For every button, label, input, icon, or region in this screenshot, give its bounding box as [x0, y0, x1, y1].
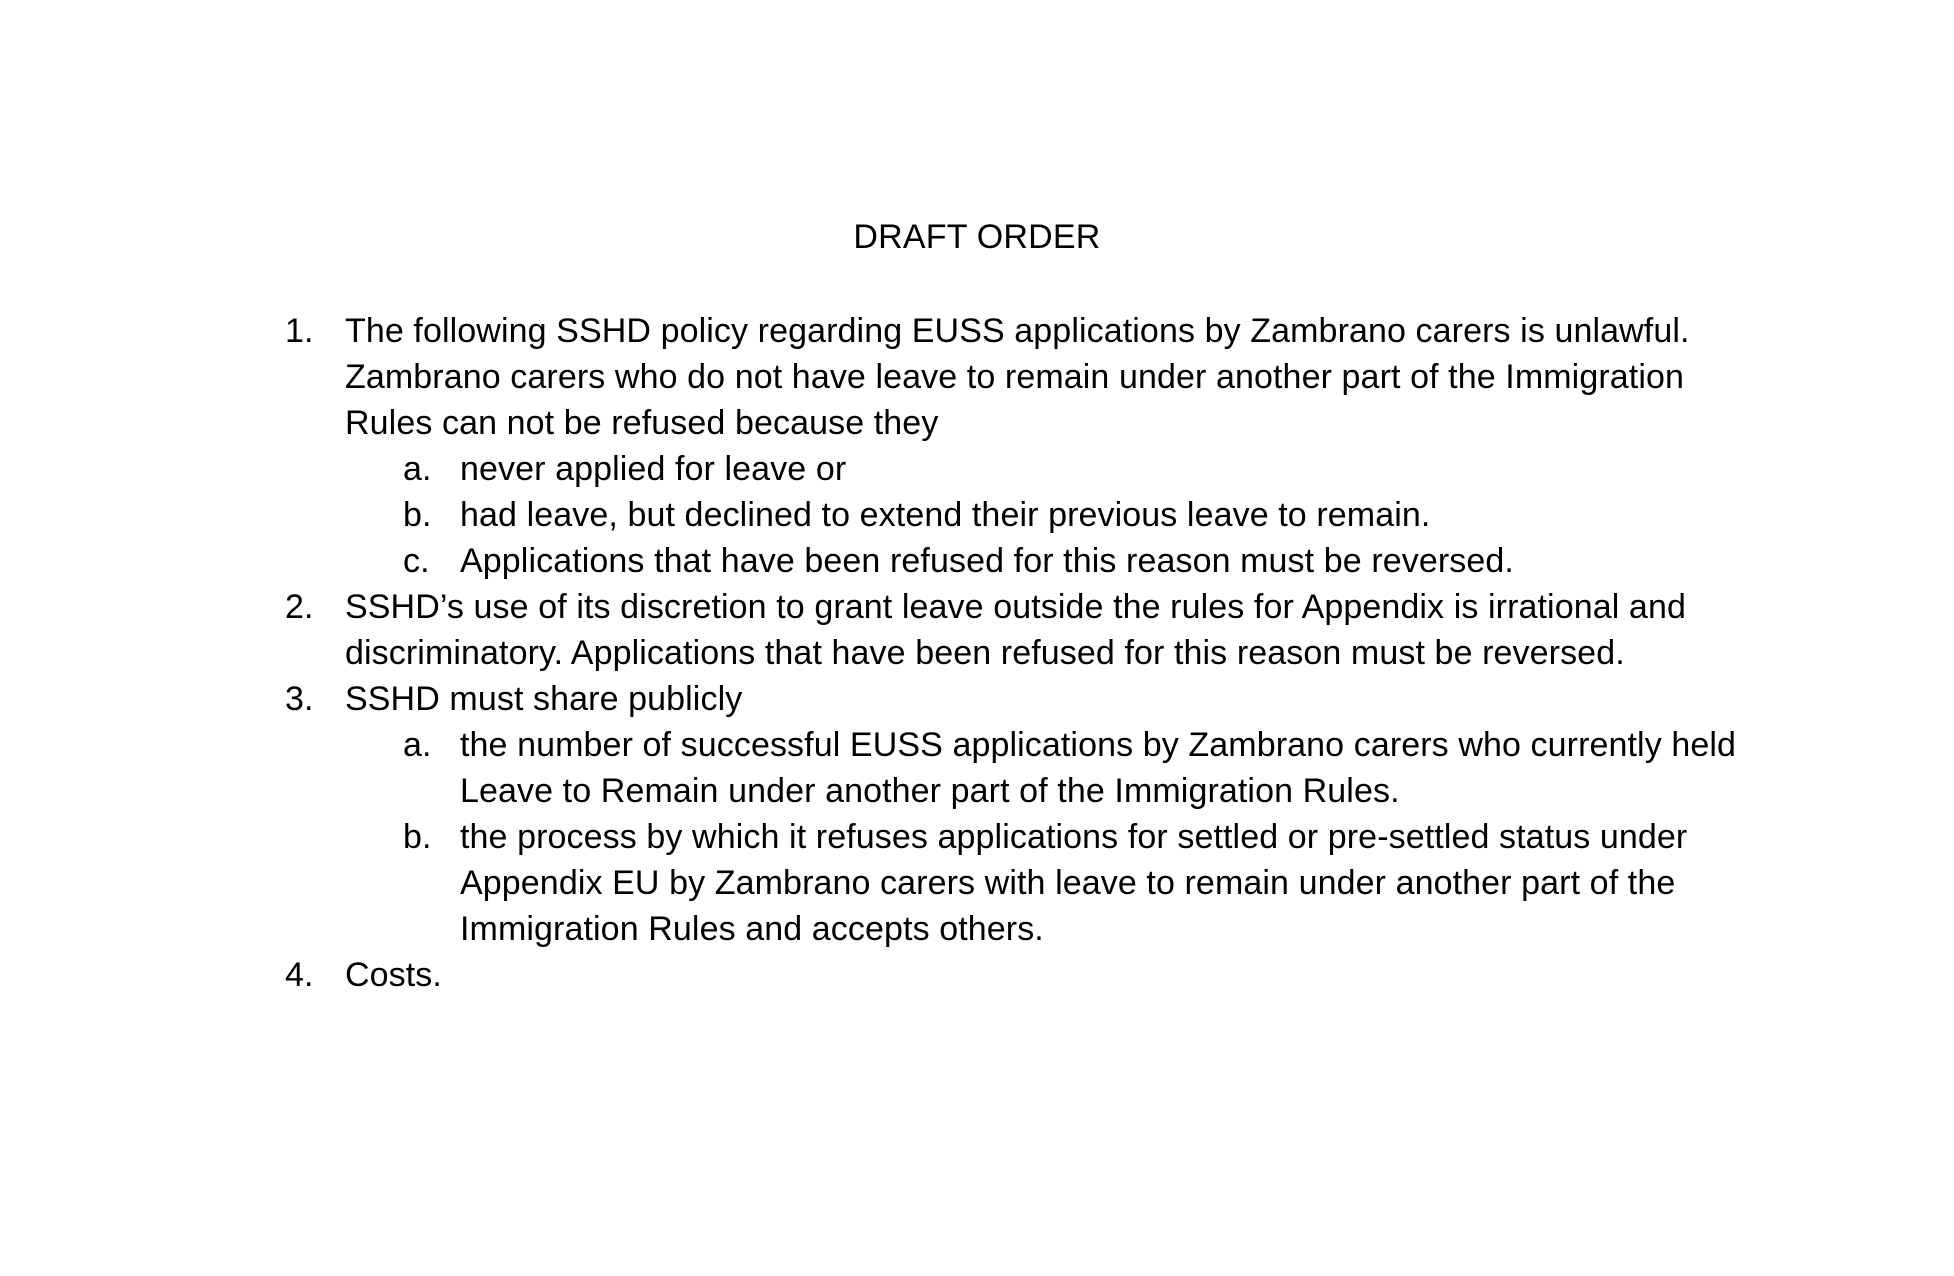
list-item-1 — [270, 308, 1750, 446]
sub-item-1a — [270, 446, 1750, 492]
list-item-2 — [270, 584, 1750, 676]
page-title: DRAFT ORDER — [853, 218, 1101, 256]
sub-item-text: the process by which it refuses applications for settled or pre-settled status under Appendix EU by Zambrano carers with leave to remain under another part of the Immigration Rules and accepts others. — [460, 818, 1688, 948]
item-text: The following SSHD policy regarding EUSS applications by Zambrano carers is unlawful. Zambrano carers who do not have leave to remain under another part of the Immigration Rules can not be refused because they — [345, 312, 1690, 442]
item-number: 3. — [285, 680, 314, 718]
sub-item-1c — [270, 538, 1750, 584]
sub-item-text: Applications that have been refused for this reason must be reversed. — [460, 542, 1514, 580]
item-number: 1. — [285, 312, 314, 350]
sub-item-text: the number of successful EUSS applications by Zambrano carers who currently held Leave to Remain under another part of the Immigration Rules. — [460, 726, 1737, 810]
sub-item-3a — [270, 722, 1750, 814]
item-number: 4. — [285, 956, 314, 994]
sub-item-letter: a. — [403, 450, 432, 488]
sub-item-text: never applied for leave or — [460, 450, 847, 488]
sub-item-text: had leave, but declined to extend their previous leave to remain. — [460, 496, 1431, 534]
sub-item-letter: c. — [403, 542, 430, 580]
order-list — [270, 308, 1750, 998]
sub-item-1b — [270, 492, 1750, 538]
item-text: SSHD must share publicly — [345, 680, 743, 718]
sub-item-letter: b. — [403, 496, 432, 534]
item-text: Costs. — [345, 956, 442, 994]
sub-item-letter: a. — [403, 726, 432, 764]
sub-item-letter: b. — [403, 818, 432, 856]
item-text: SSHD’s use of its discretion to grant leave outside the rules for Appendix is irrational and discriminatory. Applications that have been refused for this reason must be reversed. — [345, 588, 1686, 672]
item-number: 2. — [285, 588, 314, 626]
list-item-4 — [270, 952, 1750, 998]
sub-item-3b — [270, 814, 1750, 952]
list-item-3 — [270, 676, 1750, 722]
